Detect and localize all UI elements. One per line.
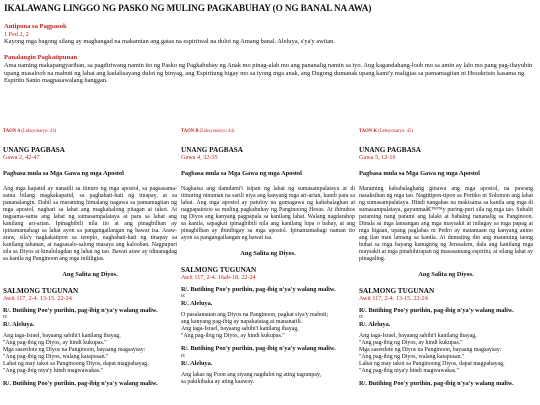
response-or: o: xyxy=(181,293,186,299)
taon-number: (Leksyonaryo: 44) xyxy=(199,129,235,134)
stanza-line: "Ang pag-ibig ng Diyos, ay hindi kukupas." xyxy=(3,340,107,347)
response-or: o: xyxy=(359,314,364,320)
column-taon-k xyxy=(359,127,533,405)
reading-ref: Gawa 4, 32-35 xyxy=(181,154,218,161)
antipona-ref: 1 Ped 2, 2 xyxy=(4,31,29,38)
reading-subtitle: Pagbasa mula sa Mga Gawa ng mga Apostol xyxy=(181,170,302,177)
stanza-line: Mga saserdote ng Diyos na Panginoon, bayaang magsaysay: xyxy=(3,347,146,354)
response-b: R/. Aleluya. xyxy=(3,321,35,328)
response-a: R/. Butihing Poo'y purihin, pag-ibig n'ya'y walang maliw. xyxy=(181,285,336,293)
taon-name: TAON K xyxy=(359,129,378,134)
taon-name: TAON B xyxy=(181,129,199,134)
reading-title: UNANG PAGBASA xyxy=(181,146,243,154)
stanza-line: ang kanyang pag-ibig ay napakatatag at mananatili. xyxy=(181,319,303,326)
reading-title: UNANG PAGBASA xyxy=(359,146,421,154)
stanza-line: "Ang pag-ibig ng Diyos, walang katapusan." xyxy=(359,354,465,361)
reading-body: Ang mga kapatid ay nanatili sa itinuro ng mga apostol, sa pagsasama-sama bilang magkakapatid, sa paghahati-hati ng tinapay, at sa pananalangin. Dahil sa maraming himalang nagawa sa pamamagitan ng mga apostol, naghari sa lahat ang magkahalong pitagan at takot. At nagsama-sama ang lahat ng sumasampalataya at para sa lahat ang kanilang ari-arian. Ipinagbibili nila ito at ang pinagbilhan ay ipinamamahagi sa lahat ayon sa pangangailangan ng bawat isa. Araw-araw, sila'y nagkakatipon sa templo, naghahati-hati ng tinapay sa kanilang tahanan, at nagsasalo-salong masaya ang kalooban. Nagpupuri sila sa Diyos at kinalulugdan ng lahat ng tao. Bawat araw ay idinaragdag sa kanila ng Panginoon ang mga inililigtas. xyxy=(3,185,177,262)
stanza-line: sa pakikibaka ay ating kaaway. xyxy=(181,379,255,386)
reading-subtitle: Pagbasa mula sa Mga Gawa ng mga Apostol xyxy=(3,170,124,177)
stanza-line: Mga saserdote ng Diyos na Panginoon, bayaang magsaysay: xyxy=(359,347,502,354)
response-end: R/. Butihing Poo'y purihin, pag-ibig n'ya'y walang maliw. xyxy=(181,345,336,353)
response-a: R/. Butihing Poo'y purihin, pag-ibig n'ya'y walang maliw. xyxy=(3,306,158,314)
response-end: R/. Butihing Poo'y purihin, pag-ibig n'ya'y walang maliw. xyxy=(359,380,514,388)
salmo-title: SALMONG TUGUNAN xyxy=(3,286,79,295)
panalangin-text: Ama naming makapangyarihan, sa pagdiriwang namin ito ng Pasko ng Pagkabuhay ng Anak mo pinag-alab mo ang pananalig namin sa iyo. Ang kagandahang-loob mo sa amin ay lalo mo pang pag-ibayuhin upang masaloob na mabuti ng lahat ang kadalisayang dulot ng binyag, ang Espiritung bigay mo sa iyong mga anak, ang Dugong dumanak upang kami'y maligtas sa pamamagitan ni Hesukristo kasama ng Espiritu Santo magpasawalang hanggan. xyxy=(4,62,533,85)
response-b: R/. Aleluya. xyxy=(181,300,213,307)
reading-body: Nagkaisa ang damdami't isipan ng lahat ng sumasampalataya at di itinuring ninuman na sarili niya ang kanyang mga ari-arian, kundi para sa lahat. Ang mga apostol ay patuloy na gumagawa ng kababalaghan at nagpapatotoo sa muling pagkabuhay ng Panginoong Hesus. At ibinuhos ng Diyos ang kanyang pagpapala sa kanilang lahat. Walang nagdarahop sa kanila, sapagkat ipinagbibili nila ang kanilang lupa o bahay, at ang pinagbilhan ay ibinibigay sa mga apostol. Ipinamamahagi naman ito ayon sa pangangailangan ng bawat isa. xyxy=(181,185,355,241)
reading-title: UNANG PAGBASA xyxy=(3,146,65,154)
salmo-title: SALMONG TUGUNAN xyxy=(181,265,257,274)
word-of-god: Ang Salita ng Diyos. xyxy=(418,270,474,278)
response-b: R/. Aleluya. xyxy=(359,321,391,328)
response-end: R/. Butihing Poo'y purihin, pag-ibig n'ya'y walang maliw. xyxy=(3,380,158,388)
salmo-ref: Awit 117, 2-4. 13-15. 22-24 xyxy=(3,294,72,302)
response-a: R/. Butihing Poo'y purihin, pag-ibig n'ya'y walang maliw. xyxy=(359,306,514,314)
stanza-line: Lahat ng may takot sa Panginoong Diyos, dapat magpahayag, xyxy=(359,361,505,368)
page-title: IKALAWANG LINGGO NG PASKO NG MULING PAGKABUHAY (O NG BANAL NA AWA) xyxy=(4,3,372,13)
word-of-god: Ang Salita ng Diyos. xyxy=(62,270,118,278)
reading-ref: Gawa 2, 42-47 xyxy=(3,154,40,161)
reading-subtitle: Pagbasa mula sa Mga Gawa ng mga Apostol xyxy=(359,170,480,177)
taon-number: (Leksyonaryo: 45) xyxy=(378,129,413,134)
taon-label xyxy=(359,129,533,135)
stanza-line: "Ang pag-ibig niya'y hindi magwawakas." xyxy=(3,368,103,375)
salmo-ref: Awit 117, 2-4. 13-15. 22-24 xyxy=(359,294,428,302)
panalangin-heading: Panalangin Pagkatipunan xyxy=(4,54,78,61)
stanza-line: "Ang pag-ibig ng Diyos, ay hindi kukupas." xyxy=(181,333,285,340)
stanza-line: Ang taga-Israel, bayaang sabihi't kanilang ihayag, xyxy=(359,333,477,340)
stanza-line: "Ang pag-ibig ng Diyos, walang katapusan." xyxy=(3,354,109,361)
taon-name: TAON A xyxy=(3,129,21,134)
readings-columns xyxy=(3,127,537,405)
salmo-title: SALMONG TUGUNAN xyxy=(359,286,435,295)
column-taon-b xyxy=(181,127,355,405)
reading-body: Maraming kababalaghang ginawa ang mga apostol, na pawang nasaksihan ng mga tao. Nagtitipon-tipon sa Portiko ni Solomon ang lahat ng sumasampalataya. Hindi nangahas na makisama sa kanila ang mga di sumasampalataya, gayunmaâ€™™y puring-puri sila ng mga tao. Subalit paraming nang parami ang lalaki at babaing nananalig sa Panginoon. Dinala sa mga lansangan ang mga maysakit at inilagay sa mga papag at mga higaan, upang paglabas ni Pedro ay matamaan ng kanyang anino ang ilan man lamang sa kanila. At dumating din ang maraming taong buhat sa mga bayang kanugnog ng Jerusalem, dala ang kanilang mga maysakit at mga pinahihirapan ng masasamang espiritu; at silang lahat ay pinagaling. xyxy=(359,185,533,262)
stanza-line: Lahat ng may takot sa Panginoong Diyos, dapat magpahayag, xyxy=(3,361,149,368)
stanza-line: O pasalamatan ang Diyos na Panginoon, pagkat siya'y mabuti; xyxy=(181,312,329,319)
response-or: o: xyxy=(3,314,8,320)
taon-label xyxy=(3,129,177,135)
stanza-line: "Ang pag-ibig ng Diyos, ay hindi kukupas." xyxy=(359,340,463,347)
salmo-ref: Awit 117, 2-4. 16ab-18. 22-24 xyxy=(181,273,256,281)
stanza-line: Ang lakas ng Poon ang siyang nagdulot ng ating tagumpay, xyxy=(181,372,321,379)
taon-number: (Leksyonaryo: 43) xyxy=(21,129,57,134)
antipona-heading: Antipona sa Pagpasok xyxy=(4,23,67,30)
header-section xyxy=(4,3,536,85)
word-of-god: Ang Salita ng Diyos. xyxy=(240,249,296,257)
reading-ref: Gawa 5, 12-16 xyxy=(359,154,396,161)
response-or: o: xyxy=(181,352,186,359)
taon-label xyxy=(181,129,355,135)
stanza-line: "Ang pag-ibig niya'y hindi magwawakas." xyxy=(359,368,459,375)
response-b: R/. Aleluya. xyxy=(181,359,213,367)
stanza-line: Ang taga-Israel, bayaang sabihi't kanilang ihayag, xyxy=(181,326,299,333)
column-taon-a xyxy=(3,127,177,405)
stanza-line: Ang taga-Israel, bayaang sabihi't kanilang ihayag, xyxy=(3,333,121,340)
antipona-text: Kayong mga bagong silang ay maghangad na makamtan ang gatas na espiritwal na dulot ng Amang banal. Aleluya, s'ya'y awitan. xyxy=(4,38,335,46)
